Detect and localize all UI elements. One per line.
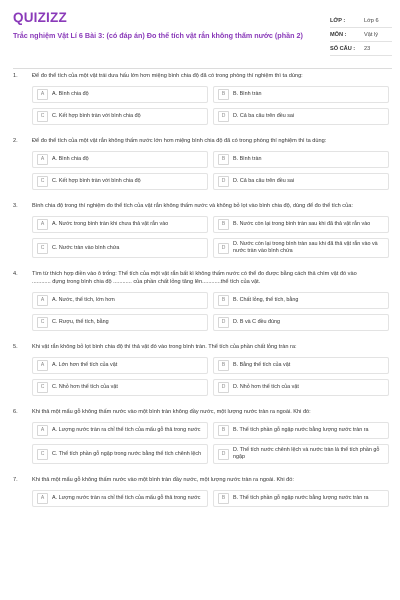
question-text: Để đo thể tích của một vật trái dưa hấu lớn hơn miệng bình chia độ đã có trong phòng thí nghiệm thì ta dùng: — [32, 73, 303, 79]
answer-option[interactable] — [213, 379, 389, 396]
question-text: Khi thả một mẩu gỗ không thấm nước vào một bình tràn không đầy nước, một lượng nước tràn ra ngoài. Khi đó: — [32, 409, 311, 415]
question-number: 2. — [13, 138, 18, 144]
answer-option[interactable] — [213, 422, 389, 439]
question-list — [0, 72, 400, 507]
question-text: Tìm từ thích hợp điền vào ô trống: Thể tích của một vật rắn bất kì không thấm nước có thể đo được bằng cách thả chìm vật đó vào ............ đựng trong bình chia độ ............ của phần chất lỏng tăng lên............thể tích của vật. — [32, 271, 357, 285]
answer-option[interactable] — [213, 490, 389, 507]
answer-option[interactable] — [32, 86, 208, 103]
question-item — [13, 137, 393, 190]
worksheet-title: Trắc nghiệm Vật Lí 6 Bài 3: (có đáp án) Đo thể tích vật rắn không thấm nước (phần 2) — [13, 31, 303, 40]
meta-key: LỚP : — [330, 17, 346, 24]
option-text: C. Nước tràn vào bình chứa — [52, 244, 120, 251]
answer-option[interactable] — [213, 86, 389, 103]
meta-value: Vật lý — [364, 31, 378, 38]
option-letter-badge: B — [218, 493, 229, 504]
answer-option[interactable] — [213, 444, 389, 464]
question-text: Khi vật rắn không bỏ lọt bình chia độ thì thả vật đó vào trong bình tràn. Thể tích của phần chất lỏng tràn ra: — [32, 344, 297, 350]
header-divider — [13, 68, 392, 69]
worksheet-meta — [330, 14, 392, 56]
answer-option[interactable] — [32, 422, 208, 439]
question-item — [13, 72, 393, 125]
meta-key: SỐ CÂU : — [330, 45, 356, 52]
question-header — [13, 476, 393, 484]
option-text: B. Thể tích phần gỗ ngập nước bằng lượng nước tràn ra — [233, 427, 369, 433]
option-text: A. Bình chia độ — [52, 91, 89, 97]
option-text: A. Bình chia độ — [52, 156, 89, 162]
option-text: D. Cả ba câu trên đều sai — [233, 113, 295, 119]
option-text: B. Thể tích phần gỗ ngập nước bằng lượng nước tràn ra — [233, 495, 369, 501]
option-text: D. Thể tích nước chênh lệch và nước tràn là thể tích phần gỗ ngập — [233, 447, 380, 460]
answer-option[interactable] — [32, 490, 208, 507]
answer-option[interactable] — [32, 216, 208, 233]
option-letter-badge: B — [218, 295, 229, 306]
option-letter-badge: B — [218, 360, 229, 371]
answer-options — [32, 422, 389, 464]
answer-option[interactable] — [32, 151, 208, 168]
question-text: Để đo thể tích của một vật rắn không thấm nước lớn hơn miệng bình chia độ đã có trong phòng thí nghiệm thì ta dùng: — [32, 138, 327, 144]
answer-option[interactable] — [32, 314, 208, 331]
answer-option[interactable] — [213, 238, 389, 258]
question-number: 1. — [13, 73, 18, 79]
question-text: Bình chia độ trong thí nghiệm đo thể tích của vật rắn không thấm nước và không bỏ lọt vào bình chia độ, dùng để đo thể tích của: — [32, 203, 353, 209]
question-header — [13, 408, 393, 416]
option-text: C. Rượu, thể tích, bằng — [52, 319, 109, 325]
meta-row-count — [330, 42, 392, 56]
option-letter-badge: D — [218, 111, 229, 122]
option-letter-badge: D — [218, 317, 229, 328]
option-letter-badge: C — [37, 317, 48, 328]
option-text: D. Cả ba câu trên đều sai — [233, 178, 295, 184]
answer-option[interactable] — [213, 357, 389, 374]
option-text: C. Kết hợp bình tràn với bình chia độ — [52, 178, 141, 184]
option-text: C. Thể tích phần gỗ ngập trong nước bằng thể tích chênh lệch — [52, 450, 202, 457]
option-letter-badge: A — [37, 360, 48, 371]
answer-options — [32, 151, 389, 190]
answer-option[interactable] — [32, 238, 208, 258]
answer-option[interactable] — [213, 216, 389, 233]
option-text: B. Chất lỏng, thể tích, bằng — [233, 297, 299, 303]
question-item — [13, 408, 393, 464]
quizizz-logo[interactable]: QUIZIZZ — [13, 10, 67, 25]
answer-option[interactable] — [213, 151, 389, 168]
meta-key: MÔN : — [330, 31, 347, 38]
option-text: A. Lượng nước tràn ra chỉ thể tích của mẩu gỗ thả trong nước — [52, 495, 201, 501]
question-header — [13, 343, 393, 351]
answer-option[interactable] — [32, 292, 208, 309]
question-text: Khi thả một mẩu gỗ không thấm nước vào một bình tràn đầy nước, một lượng nước tràn ra ngoài. Khi đó: — [32, 477, 294, 483]
question-item — [13, 202, 393, 258]
option-text: D. Nước còn lại trong bình tràn sau khi đã thả vật rắn vào và nước tràn vào bình chứa — [233, 241, 378, 254]
meta-row-grade — [330, 14, 392, 28]
answer-option[interactable] — [213, 292, 389, 309]
answer-options — [32, 216, 389, 258]
option-letter-badge: D — [218, 449, 229, 460]
answer-option[interactable] — [32, 444, 208, 464]
option-text: C. Kết hợp bình tràn với bình chia độ — [52, 113, 141, 119]
worksheet-header — [0, 0, 400, 66]
question-number: 3. — [13, 203, 18, 209]
option-text: B. Nước còn lại trong bình tràn sau khi đã thả vật rắn vào — [233, 221, 371, 227]
question-header — [13, 72, 393, 80]
answer-options — [32, 86, 389, 125]
option-letter-badge: B — [218, 425, 229, 436]
option-letter-badge: D — [218, 176, 229, 187]
question-header — [13, 202, 393, 210]
question-number: 4. — [13, 271, 18, 277]
question-number: 6. — [13, 409, 18, 415]
answer-option[interactable] — [213, 314, 389, 331]
answer-option[interactable] — [32, 173, 208, 190]
option-letter-badge: B — [218, 89, 229, 100]
option-text: B. Bình tràn — [233, 91, 262, 97]
option-letter-badge: A — [37, 219, 48, 230]
question-header — [13, 137, 393, 145]
option-text: C. Nhỏ hơn thể tích của vật — [52, 384, 118, 390]
option-text: D. B và C đều đúng — [233, 319, 281, 325]
option-text: A. Nước, thể tích, lớn hơn — [52, 297, 115, 303]
option-letter-badge: C — [37, 111, 48, 122]
question-item — [13, 476, 393, 507]
option-letter-badge: C — [37, 176, 48, 187]
question-item — [13, 270, 393, 331]
question-number: 5. — [13, 344, 18, 350]
meta-row-subject — [330, 28, 392, 42]
question-header — [13, 270, 393, 286]
option-letter-badge: A — [37, 89, 48, 100]
answer-option[interactable] — [32, 379, 208, 396]
option-text: B. Bằng thể tích của vật — [233, 362, 291, 368]
option-letter-badge: D — [218, 382, 229, 393]
answer-option[interactable] — [213, 108, 389, 125]
meta-value: Lớp 6 — [364, 17, 379, 24]
option-letter-badge: A — [37, 493, 48, 504]
option-text: B. Bình tràn — [233, 156, 262, 162]
option-letter-badge: C — [37, 243, 48, 254]
option-letter-badge: A — [37, 425, 48, 436]
answer-options — [32, 292, 389, 331]
option-text: D. Nhỏ hơn thể tích của vật — [233, 384, 299, 390]
option-letter-badge: A — [37, 154, 48, 165]
meta-value: 23 — [364, 45, 371, 52]
option-letter-badge: C — [37, 449, 48, 460]
option-text: A. Lớn hơn thể tích của vật — [52, 362, 118, 368]
question-item — [13, 343, 393, 396]
option-letter-badge: B — [218, 154, 229, 165]
answer-option[interactable] — [32, 108, 208, 125]
option-letter-badge: D — [218, 243, 229, 254]
option-letter-badge: C — [37, 382, 48, 393]
option-letter-badge: A — [37, 295, 48, 306]
option-text: A. Nước trong bình tràn khi chưa thả vật rắn vào — [52, 221, 169, 227]
answer-options — [32, 490, 389, 507]
answer-options — [32, 357, 389, 396]
option-text: A. Lượng nước tràn ra chỉ thể tích của mẩu gỗ thả trong nước — [52, 427, 201, 433]
answer-option[interactable] — [32, 357, 208, 374]
question-number: 7. — [13, 477, 18, 483]
answer-option[interactable] — [213, 173, 389, 190]
option-letter-badge: B — [218, 219, 229, 230]
